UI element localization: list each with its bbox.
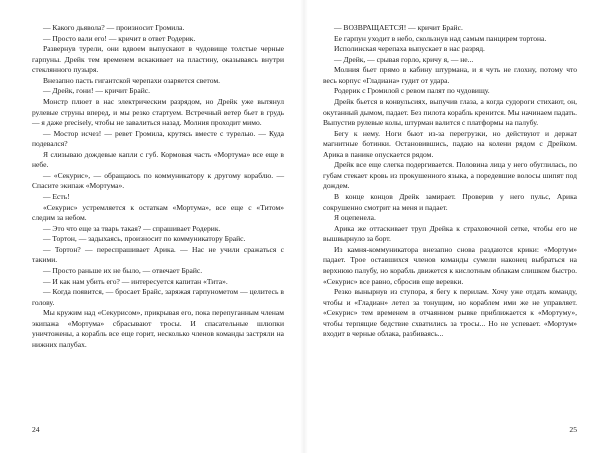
paragraph: — И как нам убить его? — интересуется капитан «Тита».	[43, 276, 228, 286]
paragraph: Ее гарпун уходит в небо, скользнув над самым панцирем тортона.	[334, 33, 547, 43]
paragraph: Мы кружим над «Секурисом», прикрывая его, пока перепуганным членам экипажа «Мортума» сбрасывают тросы. И спасательные шлюпки уничтожены, а корабль все еще горит, несколько членов команды застряли на нижних палубах.	[32, 308, 284, 349]
paragraph: Внезапно пасть гигантской черепахи озаряется светом.	[43, 75, 221, 85]
paragraph: Дрейк бьется в конвульсиях, выпучив глаза, а когда судороги стихают, он, окутанный дымом, падает. Без пилота корабль кренится. Мы начинаем падать. Выпустив рулевые колы, штурман валится с платформы на палубу.	[323, 96, 577, 128]
paragraph: Монстр плюет в нас электрическим разрядом, но Дрейк уже вытянул рулевые струны вперед, и мы резко стартуем. Встречный ветер бьет в грудь — я даже precisely, чтобы не завалиться назад. Молния проходит мимо.	[32, 96, 284, 128]
right-page-text	[323, 23, 577, 340]
paragraph: Дрейк все еще слегка подергивается. Половина лица у него обуглилась, по губам стекает кровь из прокушенного языка, а поредевшие волосы шипят под дождем.	[323, 160, 577, 191]
paragraph: — Мостор исчез! — ревет Громила, крутясь вместе с турелью. — Куда подевался?	[32, 128, 284, 149]
paragraph: — Дрейк, гони! — кричит Брайс.	[43, 86, 151, 96]
paragraph: Молния бьет прямо в кабину штурмана, и я чуть не глохну, потому что весь корпус «Гладиана» гудит от удара.	[323, 65, 577, 85]
paragraph: — Какого дьявола? — произносит Громила.	[43, 23, 185, 32]
paragraph: Я слизываю дождевые капли с губ. Кормовая часть «Мортума» все еще в небе.	[32, 149, 284, 170]
paragraph: Родерик с Громилой с ревом палят по чудовищу.	[334, 86, 490, 96]
paragraph: Я оцепенела.	[334, 213, 376, 223]
paragraph: — «Секурис», — обращаюсь по коммуникатору к другому кораблю. — Спасите экипаж «Мортума».	[32, 170, 284, 191]
paragraph: — Просто вали его! — кричит в ответ Родерик.	[43, 33, 196, 43]
paragraph: — Дрейк, — срывая горло, кричу я, — не...	[334, 54, 474, 64]
paragraph: Бегу к нему. Ноги бьют из-за перегрузки, но действуют и держат магнитные ботинки. Остановившись, падаю на колени рядом с Дрейком. Арика в панике опускается рядом.	[323, 128, 577, 159]
paragraph: — Просто раньше их не было, — отвечает Брайс.	[43, 265, 203, 275]
paragraph: «Секурис» устремляется к остаткам «Мортума», все еще с «Титом» следим за небом.	[32, 202, 284, 223]
paragraph: Из камня-коммуникатора внезапно снова раздаются крики: «Мортум» падает. Трое оставшихся членов команды сумели наконец выбраться на верхнюю палубу, но корабль движется к кислотным облакам слишком быстро. «Секурис» все равно, сбросив еще веревки.	[323, 244, 577, 286]
right-page	[304, 0, 608, 453]
paragraph: Развернув турели, они вдвоем выпускают в чудовище толстые черные гарпуны. Дрейк тем временем вскакивает на пластину, оказываясь внутри стеклянного пузыря.	[32, 44, 284, 75]
paragraph: Арика же оттаскивает труп Дрейка к страховочной сетке, чтобы его не вышвырнуло за борт.	[323, 223, 577, 244]
left-page-text	[32, 23, 284, 350]
left-page-number: 24	[32, 425, 40, 434]
paragraph: — ВОЗВРАЩАЕТСЯ! — кричит Брайс.	[334, 23, 463, 32]
paragraph: В конце концов Дрейк замирает. Проверив у него пульс, Арика сокрушенно смотрит на меня и падает.	[323, 192, 577, 212]
paragraph: — Когда появится, — бросает Брайс, заряжая гарпунометом — целитесь в голову.	[32, 287, 284, 307]
paragraph: Исполинская черепаха выпускает в нас разряд.	[334, 44, 485, 54]
paragraph: — Тортон, — задыхаясь, произносит по коммуникатору Брайс.	[43, 234, 246, 244]
right-page-number: 25	[569, 425, 577, 434]
paragraph: — Есть!	[43, 192, 70, 201]
paragraph: — Тортон? — переспрашивает Арика. — Нас не учили сражаться с такими.	[32, 244, 284, 265]
paragraph: Резко вынырнув из ступора, я бегу к перилам. Хочу уже отдать команду, чтобы и «Гладиан» летел за тонущим, но кораблем ими же не управляет. «Секурис» тем временем в отчаянном рывке приближается к «Мортуму», чтобы терпящие бедствие схватились за тросы... Но не успевает. «Мортум» входит в черные облака, разбиваясь...	[323, 287, 577, 339]
paragraph: — Это что еще за тварь такая? — спрашивает Родерик.	[43, 223, 221, 233]
